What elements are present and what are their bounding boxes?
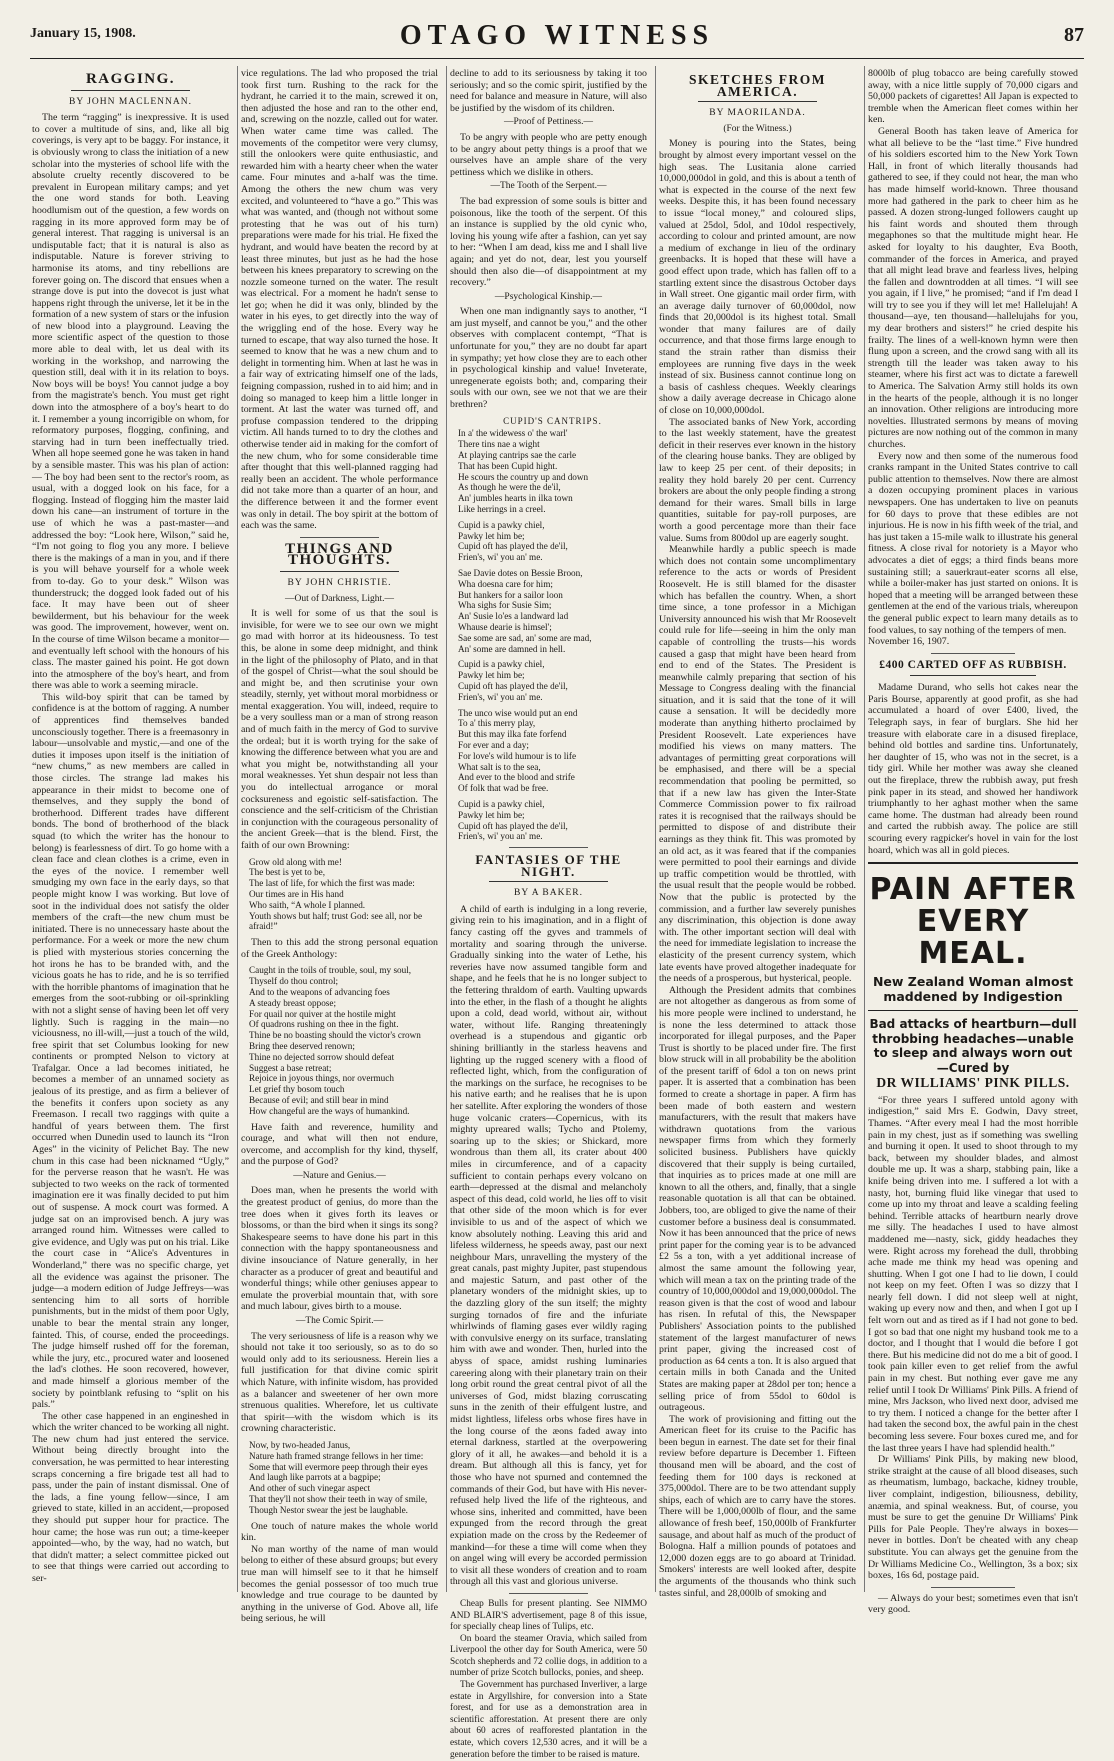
article-paragraph: The work of provisioning and fitting out the American fleet for its cruise to the Pacific has been begun in earnest. The date set for their final review before departure is December 1. Fifteen thousand men will be aboard, and the cost of feeding them for 100 days is reckoned at 375,000dol. There are to be two attendant supply ships, each of which are to carry have the stores. There will be 1,000,000lb of flour, and the same allowance of fresh beef, 150,000lb of Frankfurter sausage, and about half as much of the product of Bologna. Half a million pounds of potatoes and 12,000 dozen eggs are to go aboard at Trinidad. Smokers' interests are well looked after, despite the arguments of the thousands who think such tastes sinful, and 28,000lb of smoking and bbox=[659, 1413, 856, 1599]
verse-line: That they'll not show their teeth in way of smile, bbox=[249, 1493, 428, 1504]
verse-line: An' jumbles hearts in ilka town bbox=[458, 493, 573, 504]
divider bbox=[280, 571, 398, 572]
article-paragraph: decline to add to its seriousness by taking it too seriously; and so the comic spirit, justified by the need for balance and measure in Nature, will also be justified by the wisdom of its children. bbox=[450, 68, 647, 114]
divider bbox=[509, 847, 588, 848]
column-2 bbox=[241, 68, 438, 1625]
divider bbox=[489, 881, 607, 882]
verse-line: Grow old along with me! bbox=[249, 856, 342, 867]
divider bbox=[698, 101, 816, 102]
ad-testimonial: “For three years I suffered untold agony with indigestion,” said Mrs E. Godwin, Davy street, Thames. “After every meal I had the most horrible pain in my chest, just as if something was swelling and burning it open. It used to shoot through to my back, between my shoulder blades, and almost double me up. It was a sharp, stabbing pain, like a knife being driven into me. I suffered a lot with a nasty, hot, burning fluid like vinegar that used to come up into my throat and leave a scalding feeling behind. Terrible attacks of heartburn nearly drove me silly. The headaches I used to have almost maddened me—nasty, sick, giddy headaches they were. Right across my forehead the dull, throbbing ache made me think my head was opening and shutting. When I got one I had to lie down, I could not keep on my feet. Often I was so dizzy that I nearly fell down. I did not sleep well at night, waking up every now and then, and when I got up I felt worn out and as tired as if I had not gone to bed. I got so bad that one night my husband took me to a doctor, and I thought that I would die before I got there. But his medicine did not do me a bit of good. I took pain killer even to get relief from the awful pain in my chest. But nothing ever gave me any relief until I took Dr Williams' Pink Pills. A friend of mine, Mrs Jackson, who lived next door, advised me to try them. I noticed a change for the better after I had taken the second box, the awful pain in the chest becoming less severe. Four boxes cured me, and for the last three years I have had splendid health.” bbox=[868, 1094, 1078, 1454]
section-subhead: —The Tooth of the Serpent.— bbox=[490, 181, 607, 192]
section-subhead: —Out of Darkness, Light.— bbox=[285, 593, 394, 604]
article-paragraph: To be angry with people who are petty enough to be angry about petty things is a proof that we ourselves have an ample share of the very pettiness which we dislike in others. bbox=[450, 131, 647, 178]
masthead bbox=[30, 18, 1084, 59]
news-note: On board the steamer Oravia, which sailed from Liverpool the other day for South America, were 50 Scotch shepherds and 72 collie dogs, in addition to a number of prize Scotch bullocks, ponies, and sheep. bbox=[450, 1633, 647, 1679]
verse-line: Cupid is a pawky chiel, bbox=[458, 798, 545, 809]
page-number: 87 bbox=[1064, 24, 1084, 46]
ragging-headline: RAGGING. bbox=[85, 71, 176, 87]
verse-block bbox=[249, 965, 438, 1116]
section-subhead: —Psychological Kinship.— bbox=[494, 291, 603, 302]
verse-line: Youth shows but half; trust God: see all, nor be afraid!” bbox=[249, 910, 423, 932]
rubbish-headline: £400 CARTED OFF AS RUBBISH. bbox=[879, 658, 1067, 671]
verse-line: He scours the country up and down bbox=[458, 471, 589, 482]
section-subhead: —Proof of Pettiness.— bbox=[504, 117, 593, 128]
article-paragraph: The other case happened in an engineshed in which the writer chanced to be working all night. The new chum had just entered the service. Without being directly brought into the conversation, he was permitted to hear interesting scraps concerning a fire brigade test all had to pass, under the pain of instant dismissal. One of the lads, a fine young fellow—since, I am grieved to state, killed in an accident,—proposed they should put supper hour for practice. The hour came; the hose was run out; a time-keeper appointed—who, by the way, had no watch, but that didn't matter; a select committee picked out to see that things were carried out according to ser- bbox=[32, 1410, 229, 1584]
verse-line: Of folk that wad be free. bbox=[458, 783, 549, 794]
column-rule bbox=[655, 66, 656, 1592]
pink-pills-advertisement bbox=[868, 862, 1078, 1582]
verse-line: Let grief thy bosom touch bbox=[249, 1084, 345, 1095]
ragging-byline: BY JOHN MACLENNAN. bbox=[69, 96, 192, 107]
verse-line: For love's wild humour is to life bbox=[458, 750, 577, 761]
verse-line: Of quadrons rushing on thee in the fight. bbox=[249, 1019, 399, 1030]
poem-title: CUPID'S CANTRIPS. bbox=[503, 415, 602, 426]
sketches-byline: BY MAORILANDA. bbox=[709, 108, 806, 119]
divider bbox=[931, 1587, 1015, 1588]
article-paragraph: Although the President admits that combines are not altogether as dangerous as from some of his more people were inclined to understand, he is none the less determined to attack those incorporated for illegal purposes, and the Paper Trust is shortly to be placed under fire. The first blow struck will in all probability be the abolition of the present tariff of 6dol a ton on news print paper. It is asserted that a combination has been formed to create a shortage in paper. A firm has been made of both eastern and western manufacturers, with the result that makers have withdrawn quotations from the various newspaper firms from which they formerly solicited business. Publishers have quickly discovered that their supply is being curtailed, that inquiries as to prices made at one mill are known to all the others, and, finally, that a single reasonable quotation is all that can be obtained. Jobbers, too, are obliged to give the name of their customer before a business deal is consummated. Now it has been announced that the price of news print paper for the coming year is to be advanced £2 5s a ton, with a yet additional increase of almost the same amount the following year, which will mean a tax on the printing trade of the country of 10,000,000dol and 19,000,000dol. The reason given is that the cost of wood and labour has risen. In refutal of this, the Newspaper Publishers' Association points to the published statement of the largest manufacturer of news print paper, giving the increased cost of production as 64 cents a ton. It is also argued that certain mills in both Canada and the United States are making paper at 28dol per ton; hence a selling price of from 55dol to 60dol is outrageous. bbox=[659, 984, 856, 1414]
verse-block bbox=[249, 857, 438, 933]
article-paragraph: vice regulations. The lad who proposed the trial took first turn. Rushing to the rack for the hydrant, he carried it to the main, screwed it on, then adjusted the hose and ran to the other end, and, screwing on the nozzle, called out for water. When water came time was called. The movements of the competitor were very clumsy, still the onlookers were quite enthusiastic, and rewarded him with a hearty cheer when the water came. Four minutes and a-half was the time. Among the others the new chum was very excited, and volunteered to “have a go.” This was what was wanted, and (though not without some protesting that he was out of his turn) preparations were made for his trial. He fixed the hydrant, and would have beaten the record by at least three minutes, but just as he had the hose between his knees preparatory to screwing on the nozzle someone turned on the water. The result was electrical. For a moment he hadn't sense to let go; when he did it was only, blinded by the water in his eyes, to get directly into the way of the wriggling end of the hose. Every way he turned to escape, that way also turned the hose. It seemed to know that he was a new chum and to delight in tormenting him. When at last he was in a fair way of extricating himself one of the lads, feigning compassion, rushed in to aid him; and in doing so managed to keep him a little longer in torment. At last the water was turned off, and profuse compassion tendered to the dripping victim. All hands turned to to dry the clothes and otherwise tender aid in making for the comfort of the new chum, who for some considerable time after thought that this well-planned ragging had really been an accident. The whole performance did not take more than a quarter of an hour, and the difference between it and the former event was only in detail. The boy spirit at the bottom of each was the same. bbox=[241, 68, 438, 532]
article-paragraph: The term “ragging” is inexpressive. It is used to cover a multitude of sins, and, like all big coverings, is very apt to be baggy. For instance, it is obviously wrong to class the initiation of a new scholar into the mysteries of school life with the absolute cruelty recently discovered to be prevalent in European military camps; and yet the one word stands for both. Leaving hoodlumism out of the question, a few words on ragging in its more approved form may be of general interest. That ragging is universal is an undisputable fact; that it is natural is also as indisputable. Nature is forever striving to harmonise its atoms, and tiny rebellions are forever going on. The discord that ensues when a strange dove is put into the dovecot is just what happens right through the universe, let it be in the formation of a new system of stars or the infusion of new blood into a playground. Leaving the more scientific aspect of the question to those more able to deal with, let us deal with its working in the workshop, and narrowing the question still, deal with it in its relation to boys. Now boys will be boys! You cannot judge a boy from the magistrate's bench. You must get right down into the atmosphere of a boy's heart to do it. I remember a young incorrigible on whom, for reformatory purposes, flogging, confining, and starving had in turn been ineffectually tried. When all hope seemed gone he was taken in hand by a sensible master. This was his plan of action:— The boy had been sent to the rector's room, as usual, with a dogged look on his face, for a flogging. Instead of flogging him the master laid down his cane—an instrument of torture in the use of which he was a past-master—and addressed the boy: “Look here, Wilson,” said he, “I'm not going to flog you any more. I believe there is the makings of a man in you, and if there is you will behave yourself for a whole week from to-day. Go to your desk.” Wilson was thunderstruck; the dogged look faded out of his face. It may have been out of sheer bewilderment, but his behaviour for the week was good. The improvement, however, went on. In the course of time Wilson became a monitor—and eventually left school with the honours of his class. The master gained his point. He got down into the atmosphere of the boy's heart, and from there was able to work a seeming miracle. bbox=[32, 112, 229, 692]
verse-line: Pawky let him be; bbox=[458, 530, 525, 541]
verse-line: Frien's, wi' you an' me. bbox=[458, 552, 543, 563]
verse-line: In a' the widewess o' the warl' bbox=[458, 428, 568, 439]
verse-line: Thine no dejected sorrow should defeat bbox=[249, 1051, 395, 1062]
verse-line: An' some are damned in hell. bbox=[458, 643, 566, 654]
verse-block bbox=[249, 1440, 438, 1516]
issue-date: January 15, 1908. bbox=[30, 26, 136, 41]
article-paragraph: Money is pouring into the States, being brought by almost every important vessel on the high seas. The Lusitania alone carried 10,000,000dol in gold, and this is about a tenth of what is expected in the course of the next few weeks. Despite this, it has been found necessary to issue “local money,” and coloured slips, valued at 25dol, 5dol, and 10dol respectively, according to colour and printed amount, are now a medium of exchange in lieu of the ordinary greenbacks. It is hoped that these will have a good effect upon trade, which has fallen off to a startling extent since the disastrous October days in Wall street. One gigantic mail order firm, with an average daily turnover of 60,000dol, now finds that 20,000dol is its highest total. Small wonder that many failures are of daily occurrence, and that those firms large enough to stand the strain rather than dismiss their employees are running five days in the week instead of six. Business cannot continue long on a basis of cashless cheques. Weekly clearings show a daily average decrease in Chicago alone of close on 10,000,000dol. bbox=[659, 138, 856, 417]
verse-line: Thine be no boasting should the victor's crown bbox=[249, 1030, 421, 1041]
verse-line: Cupid is a pawky chiel, bbox=[458, 659, 545, 670]
verse-line: Rejoice in joyous things, nor overmuch bbox=[249, 1073, 394, 1084]
article-paragraph: When one man indignantly says to another, “I am just myself, and cannot be you,” and the other observes with complacent contempt, “That is unfortunate for you,” they are no doubt far apart in sympathy; yet how close they are to each other in psychological kinship and value! Inveterate, unregenerate egoists both; and, comparing their souls with our own, see we not that we are their brethren? bbox=[450, 306, 647, 411]
verse-line: Now, by two-headed Janus, bbox=[249, 1439, 351, 1450]
verse-line: For quail nor quiver at the hostile might bbox=[249, 1008, 396, 1019]
article-paragraph: The very seriousness of life is a reason why we should not take it too seriously, so as to do so would only add to its seriousness. Herein lies a full justification for that divine comic spirit which Nature, with infinite wisdom, has provided as a balancer and sweetener of her own more strenuous qualities. Wherefore, let us cultivate that spirit—with the wisdom which is its crowning characteristic. bbox=[241, 1330, 438, 1435]
article-paragraph: Every now and then some of the numerous food cranks rampant in the United States contrive to call public attention to themselves. Now there are almost a dozen occupying prominent places in various newspapers. One has undertaken to live on peanuts for 60 days to prove that these edibles are not injurious. He is now in his fifth week of the trial, and has just taken a 15-mile walk to illustrate his general fitness. A close rival for notoriety is a Mayor who advocates a diet of eggs; a third finds beans more sustaining still; a sauerkraut-eater scorns all else, while a boiler-maker has just started on onions. It is hoped that a meeting will be arranged between these gentlemen at the end of the various trials, whereupon the general public expect to learn many details as to food values, to say nothing of the tempers of men. bbox=[868, 450, 1078, 636]
article-paragraph: Then to this add the strong personal equation of the Greek Anthology: bbox=[241, 937, 438, 960]
verse-line: Wha sighs for Susie Sim; bbox=[458, 600, 552, 611]
verse-line: Pawky let him be; bbox=[458, 670, 525, 681]
verse-line: Our times are in His hand bbox=[249, 888, 344, 899]
fantasies-byline: BY A BAKER. bbox=[514, 888, 583, 899]
article-paragraph: The associated banks of New York, according to the last weekly statement, have the greatest deficit in their reserves ever known in the history of the clearing house banks. They are obliged by law to keep 25 per cent. of their deposits; in reality they hold barely 20 per cent. Currency brokers are about the only people finding a strong demand for their wares. Small bills in large quantities, suitable for pay-roll purposes, are worth a good percentage more than their face value. Sums from 800dol up are eagerly sought. bbox=[659, 416, 856, 544]
column-rule bbox=[864, 66, 865, 1592]
verse-line: The unco wise would put an end bbox=[458, 707, 578, 718]
verse-line: Cupid oft has played the de'il, bbox=[458, 820, 568, 831]
verse-line: For ever and a day; bbox=[458, 739, 529, 750]
verse-line: The best is yet to be, bbox=[249, 867, 326, 878]
verse-line: To a' this merry play, bbox=[458, 718, 536, 729]
column-5 bbox=[868, 68, 1078, 1616]
verse-line: There tins nae a wight bbox=[458, 439, 540, 450]
verse-line: Suggest a base retreat; bbox=[249, 1062, 332, 1073]
verse-line: Cupid is a pawky chiel, bbox=[458, 519, 545, 530]
ad-brand: DR WILLIAMS' PINK PILLS. bbox=[876, 1075, 1070, 1091]
column-4 bbox=[659, 68, 856, 1599]
ad-body: Dr Williams' Pink Pills, by making new blood, strike straight at the cause of all blood diseases, such as rheumatism, lumbago, backache, kidney trouble, liver complaint, indigestion, biliousness, debility, anæmia, and spinal weakness. But, of course, you must be sure to get the genuine Dr Williams' Pink Pills for Pale People. They're always in boxes—never in bottles. Don't be cheated with any cheap substitute. You can always get the genuine from the Dr Williams Medicine Co., Wellington, 3s a box; six boxes, 16s 6d, postage paid. bbox=[868, 1454, 1078, 1582]
verse-line: What salt is to the sea, bbox=[458, 761, 541, 772]
column-rule bbox=[237, 66, 238, 1592]
verse-line: Bring thee deserved renown; bbox=[249, 1040, 355, 1051]
article-paragraph: 8000lb of plug tobacco are being carefully stowed away, with a nice little supply of 70,000 cigars and 50,000 packets of cigarettes! All Japan is expected to tremble when the American fleet comes within her ken. bbox=[868, 68, 1078, 126]
verse-line: But this may ilka fate forfend bbox=[458, 729, 567, 740]
article-paragraph: Have faith and reverence, humility and courage, and what will then not endure, overcome, and accomplish for thy kind, thyself, and the purpose of God? bbox=[241, 1121, 438, 1168]
article-paragraph: One touch of nature makes the whole world kin. bbox=[241, 1520, 438, 1544]
ad-headline: PAIN AFTER EVERY MEAL. bbox=[869, 872, 1077, 972]
verse-line: And other of such vinegar aspect bbox=[249, 1483, 371, 1494]
verse-line: The last of life, for which the first was made: bbox=[249, 878, 415, 889]
article-paragraph: No man worthy of the name of man would belong to either of these absurd groups; but every true man will himself see to it that he himself becomes the genial possessor of too much true knowledge and true courage to be daunted by anything in the universe of God. Above all, life being serious, he will bbox=[241, 1543, 438, 1625]
divider bbox=[509, 1593, 588, 1594]
verse-line: How changeful are the ways of humankind. bbox=[249, 1105, 410, 1116]
article-paragraph: The bad expression of some souls is bitter and poisonous, like the tooth of the serpent. Of this an instance is supplied by the old cynic who, loving his young wife after a fashion, can yet say to her: “When I am dead, kiss me and I shall live again; and yet do not, dear, lest you yourself should then also die—of disappointment at my recovery.” bbox=[450, 195, 647, 289]
verse-line: Cupid oft has played the de'il, bbox=[458, 541, 568, 552]
section-subhead: —Nature and Genius.— bbox=[293, 1170, 386, 1181]
article-paragraph: General Booth has taken leave of America for what all believe to be the “last time.” Five hundred of his soldiers escorted him to the New York Town Hall, in front of which literally thousands had gathered to see, if they could not hear, the man who has made himself world-known. Three thousand more had gathered in the park to cheer him as he passed. A dozen strong-lunged followers caught up his faint words and shouted them through megaphones so that the multitude might hear. He asked for loyalty to his daughter, Eva Booth, commander of the forces in America, and prayed that all might lead brave and fearless lives, helping the fallen and downtrodden at all times. “I will see you again, if I live,” he promised; “and if I'm dead I will try to see you if they will let me! Hallelujah! A thousand—aye, ten thousand—hallelujahs for you, my dear brothers and sisters!” he cried despite his frailty. The lines of a well-known hymn were then flung upon a screen, and the crowd sang with all its strength till the leader was taken away to his steamer, where his first act was to dictate a farewell to America. The Salvation Army still holds its own in the hearts of the people, although it is no longer an innovation. Other religions are introducing more novelties. Illustrated sermons by means of moving pictures are now nothing out of the common in many churches. bbox=[868, 125, 1078, 450]
verse-line: As though he were the de'il, bbox=[458, 482, 561, 493]
verse-line: Because of evil; and still bear in mind bbox=[249, 1094, 389, 1105]
verse-line: And laugh like parrots at a bagpipe; bbox=[249, 1472, 381, 1483]
sketches-headline: SKETCHES FROM AMERICA. bbox=[689, 72, 826, 99]
things-thoughts-headline: THINGS AND THOUGHTS. bbox=[285, 540, 394, 569]
verse-line: Whause dearie is himsel'; bbox=[458, 621, 552, 632]
verse-line: Cupid oft has played the de'il, bbox=[458, 680, 568, 691]
divider bbox=[300, 537, 379, 538]
verse-line: Thyself do thou control; bbox=[249, 976, 339, 987]
article-dateline: November 16, 1907. bbox=[868, 636, 950, 648]
article-paragraph: This wild-boy spirit that can be tamed by confidence is at the bottom of ragging. A number of apprentices find themselves banded unconsciously together. There is a freemasonry in labour—unsolvable and mystic,—and one of the duties it imposes upon itself is the initiation of “new chums,” as new members are called in those circles. The strange lad makes his appearance in their midst to become one of themselves, and they supply the bond of brotherhood. Different trades have different bonds. The bond of brotherhood of the black squad (to which the writer has the honour to belong) is fearlessness of dirt. To go home with a clean face and clean clothes is a crime, even in the eyes of the novice. I remember well smudging my own face in the early days, so that people might know I was working. But love of soot in the individual does not satisfy the older members of the craft—the new chum must be initiated. There is no unnecessary haste about the performance. For a week or more the new chum is plied with mysterious stories concerning the hot irons he has to be branded with, and the vicious goats he has to ride, and he is so terrified with the horrible phantoms of imagination that he emerges from the soot-rubbing or oil-sprinkling with not a slight sense of having been let off very lightly. Such is ragging in the main—no viciousness, no ill-will,—just a touch of the wild, free spirit that set Columbus looking for new continents or prompted Nelson to victory at Trafalgar. Once a lad becomes initiated, he becomes a member of an unnamed society as jealous of its prestige, and as firm a believer of the benefits it confers upon society as any Freemason. I recall two raggings with quite a handful of years between them. The first occurred when Dunedin used to launch its “Iron Ages” in the vicinity of Pelichet Bay. The new chum in this case had been nicknamed “Ugly,” for the perverse reason that he wasn't. He was subjected to two weeks on the rack of tormented imagination ere it was finally decided to put him out of suspense. A mock court was formed. A judge sat on an improvised bench. A jury was arranged round him. Witnesses were called to give evidence, and Ugly was put on his trial. Like the court case in “Alice's Adventures in Wonderland,” there was no specific charge, yet all the evidence was against the prisoner. The judge—a modern edition of Judge Jeffreys—was sentencing him to all sorts of horrible punishments, but in the midst of them poor Ugly, unable to bear the mental strain any longer, fainted. This, of course, ended the proceedings. The judge himself rushed off for the foreman, while the jury, etc., procured water and loosened the lad's clothes. He soon recovered, however, and made himself a glorious member of the society by pointblank refusing to “split on his pals.” bbox=[32, 691, 229, 1411]
verse-line: Who saith, “A whole I planned. bbox=[249, 899, 366, 910]
verse-line: And to the weapons of advancing foes bbox=[249, 986, 390, 997]
verse-line: Pawky let him be; bbox=[458, 809, 525, 820]
verse-line: Frien's, wi' you an' me. bbox=[458, 691, 543, 702]
verse-line: Sae Davie dotes on Bessie Broon, bbox=[458, 567, 583, 578]
verse-line: That has been Cupid hight. bbox=[458, 460, 558, 471]
closing-note: — Always do your best; sometimes even that isn't very good. bbox=[868, 1592, 1078, 1616]
verse-line: A steady breast oppose; bbox=[249, 997, 337, 1008]
verse-line: Caught in the toils of trouble, soul, my soul, bbox=[249, 965, 412, 976]
cupids-cantrips-poem bbox=[458, 416, 647, 842]
column-rule bbox=[446, 66, 447, 1592]
verse-line: An' Susie lo'es a landward lad bbox=[458, 611, 569, 622]
article-paragraph: Meanwhile hardly a public speech is made which does not contain some uncomplimentary reference to the acts or words of President Roosevelt. He is still blamed for the disaster which has befallen the country. When, a short time since, a tone professor in a Michigan University announced his wish that Mr Roosevelt could rule for life—seeing in him the only man capable of controlling the trusts—his words caused a gasp that might have been heard from end to end of the States. The President is meanwhile calmly preparing that section of his Message to Congress dealing with the financial situation, and it is said that the tone of it will cause a sensation. It will be decidedly more moderate than anything hitherto proclaimed by President Roosevelt. Late experiences have modified his views on many matters. The advantages of permitting great corporations will be emphasised, and there will be a special recommendation that pooling be permitted, so that if a new law has given the Inter-State Commerce Commission power to fix railroad rates it is recognised that the railways should be permitted to dispose of and distribute their earnings as they think fit. This was promoted by an old act, as it was feared that if the companies were permitted to pool their earnings and divide up traffic competition would be throttled, with the usual result that the people would be robbed. Now that the public is protected by the commission, and a further law severely punishes any discrimination, this objection is done away with. The other important section will deal with the need for immediate legislation to increase the elasticity of the present currency system, which late events have proved altogether inadequate for the needs of a prosperous, but hysterical, people. bbox=[659, 544, 856, 985]
ad-tagline: Bad attacks of heartburn—dull throbbing headaches—unable to sleep and always worn out —Cured by bbox=[869, 1017, 1077, 1075]
sketches-note: (For the Witness.) bbox=[723, 123, 792, 134]
verse-line: Sae some are sad, an' some are mad, bbox=[458, 632, 592, 643]
verse-line: Though Nestor swear the jest be laughable. bbox=[249, 1504, 408, 1515]
verse-line: And ever to the blood and strife bbox=[458, 772, 575, 783]
things-thoughts-byline: BY JOHN CHRISTIE. bbox=[287, 577, 392, 588]
verse-line: But hankers for a sailor loon bbox=[458, 589, 563, 600]
verse-line: Frien's, wi' you an' me. bbox=[458, 831, 543, 842]
news-note: The Government has purchased Inverliver, a large estate in Argyllshire, for conversion into a State forest, and for use as a demonstration area in scientific afforestation. At present there are only about 60 acres of reafforested plantation in the estate, which covers 12,530 acres, and it will be a generation before the timber to be raised is mature. bbox=[450, 1680, 647, 1760]
divider bbox=[868, 1010, 1078, 1011]
article-paragraph: A child of earth is indulging in a long reverie, giving rein to his imagination, and in a flight of fancy casting off the gyves and trammels of mortality and soaring through the universe. Gradually sinking into the water of Lethe, his reveries have now assumed tangible form and shape, and he feels that he is no longer subject to the fettering thraldom of earth. Vaulting upwards into the ether, in the flash of a thought he alights upon a cold, dead world, without air, without water, without life. Ranging threateningly overhead is a stupendous and gigantic orb shining brilliantly in the starless heavens and lighting up the rugged scenery with a flood of reflected light, which, from the configuration of the markings on the surface, he recognises to be his native earth; and he realises that he is upon her satellite. After exploring the wonders of those huge volcanic craters—Copernicus, with its mighty upreared walls; Tycho and Ptolemy, soaring up to the skies; or Shickard, more wondrous than them all, its crater about 400 miles in circumference, and of a capacity sufficient to contain perhaps every volcano on earth—depressed at the dismal and melancholy aspect of this dead, cold world, he lies off to visit that other side of the moon which is for ever invisible to us and of the aspect of which we know absolutely nothing. Leaving this arid and lifeless wilderness, he speeds away, past our next neighbour Mars, unravelling the mystery of the great canals, past mighty Jupiter, past stupendous and majestic Saturn, and past other of the planetary wonders of the midnight skies, up to the dazzling glory of the sun itself; the mighty surging tornados of fire and the infuriate whirlwinds of flaming gases ever wildly raging with convulsive energy on its surface, translating him with awe and wonder. Then, hurled into the abyss of space, amidst rushing luminaries careering along with their planetary train on their long orbit round the great central pivot of all the universes of God, midst blazing corruscating suns in the zenith of their effulgent lustre, and midst lightless, lifeless orbs whose fires have in the long course of the æons faded away into eternal darkness, startled at the overpowering glory of it all, he awakes—and behold it is a dream. But although all this is fancy, yet for those who have not spurned and contemned the commands of their God, but have with His never-refused help lived the life of the righteous, and whose sins, inherited and committed, have been expunged from the record through the great expiation made on the cross by the Redeemer of mankind—for these a time will come when they on angel wing will every be accorded permission to visit all these wonders of creation and to roam through all this vast and glorious universe. bbox=[450, 903, 647, 1588]
verse-line: At playing cantrips sae the carle bbox=[458, 450, 577, 461]
article-paragraph: Madame Durand, who sells hot cakes near the Paris Bourse, apparently at good profit, as she had accumulated a hoard of over £400, lived, the Telegraph says, in fear of burglars. She hid her treasure with elaborate care in a disused fireplace, behind old bottles and sardine tins. Unfortunately, her daughter of 15, who was not in the secret, is a tidy girl. While her mother was away she cleaned out the fireplace, threw the rubbish away, put fresh pink paper in its stead, and showed her handiwork triumphantly to her aghast mother when the same came home. The dustman had already been round and carted the rubbish away. The police are still scouring every ragpicker's hovel in vain for the lost hoard, which was all in gold pieces. bbox=[868, 682, 1078, 856]
verse-line: Like herrings in a creel. bbox=[458, 504, 546, 514]
section-subhead: —The Comic Spirit.— bbox=[295, 1316, 384, 1327]
column-1 bbox=[32, 68, 229, 1594]
newspaper-title: OTAGO WITNESS bbox=[399, 20, 715, 51]
divider bbox=[910, 675, 1036, 676]
article-paragraph: It is well for some of us that the soul is invisible, for were we to see our own we might go mad with horror at its hideousness. To test this, be alone in some deep midnight, and think in the light of the philosophy of Plato, and in that of the gospel of Christ—what the soul should be and might be, and then scrutinise your own steadily, sternly, yet without moral morbidness or mental exaggeration. You will, indeed, require to be a very soulless man or a man of strong reason and of much faith in the mercy of God to survive the ordeal; but it is worth trying for the sake of knowing the difference between what you are and what you might be, notwithstanding all your moral weaknesses. Yet shun despair not less than you do intellectual arrogance or moral cocksureness and egoistic self-satisfaction. The conscience and the self-criticism of the Christian in conjunction with the courageous personality of the ancient Greek—that is the blend. First, the faith of our own Browning: bbox=[241, 608, 438, 851]
divider bbox=[931, 653, 1015, 654]
news-note: Cheap Bulls for present planting. See NIMMO AND BLAIR'S advertisement, page 8 of this issue, for specially cheap lines of Tulips, etc. bbox=[450, 1598, 647, 1633]
divider bbox=[71, 90, 189, 91]
column-3 bbox=[450, 68, 647, 1760]
article-paragraph: Does man, when he presents the world with the greatest product of genius, do more than the tree does when it gives forth its leaves or blossoms, or than the bird when it sings its song? Shakespeare seems to have done his part in this connection with the happy spontaneousness and divine insouciance of Nature generally, in her character as a producer of great and beautiful and wonderful things; while other geniuses appear to emulate the proverbial mountain that, with sore and much labour, gives birth to a mouse. bbox=[241, 1185, 438, 1313]
verse-line: Some that will evermore peep through their eyes bbox=[249, 1461, 428, 1472]
ad-subheadline: New Zealand Woman almost maddened by Indigestion bbox=[872, 974, 1074, 1005]
verse-line: Nature hath framed strange fellows in her time: bbox=[249, 1450, 424, 1461]
verse-line: Wha doesna care for him; bbox=[458, 578, 553, 589]
fantasies-headline: FANTASIES OF THE NIGHT. bbox=[475, 852, 622, 879]
